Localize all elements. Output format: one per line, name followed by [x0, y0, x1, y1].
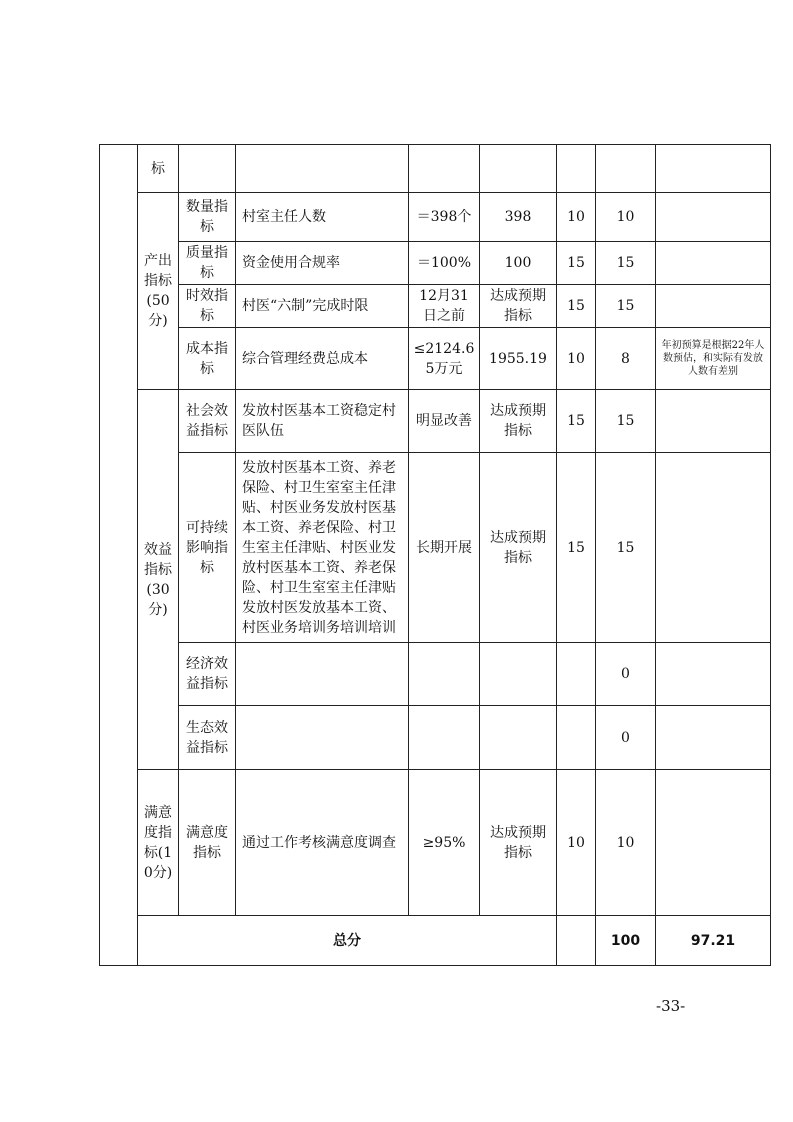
level1-indicator-cell: 标 [138, 145, 179, 193]
actual-value-cell: 达成预期指标 [480, 285, 557, 328]
indicator-cell [236, 706, 409, 770]
actual-value-cell: 达成预期指标 [480, 453, 557, 643]
target-value-cell [409, 706, 480, 770]
indicator-cell: 资金使用合规率 [236, 242, 409, 285]
weight-cell: 15 [557, 242, 596, 285]
total-actual-cell [557, 916, 596, 966]
actual-value-cell: 398 [480, 193, 557, 242]
weight-cell: 15 [557, 390, 596, 453]
actual-value-cell [480, 643, 557, 706]
level2-indicator-cell: 社会效益指标 [179, 390, 236, 453]
weight-cell: 15 [557, 453, 596, 643]
indicator-cell: 发放村医基本工资稳定村医队伍 [236, 390, 409, 453]
table-row [100, 285, 771, 328]
level2-indicator-cell: 生态效益指标 [179, 706, 236, 770]
table-row [100, 643, 771, 706]
note-cell [656, 453, 771, 643]
indicator-cell: 通过工作考核满意度调查 [236, 770, 409, 916]
target-value-cell: ＝398个 [409, 193, 480, 242]
target-value-cell: ≥95% [409, 770, 480, 916]
actual-value-cell: 达成预期指标 [480, 390, 557, 453]
table-row [100, 242, 771, 285]
weight-cell [557, 145, 596, 193]
note-cell: 年初预算是根据22年人数预估，和实际有发放人数有差别 [656, 328, 771, 390]
weight-cell [557, 706, 596, 770]
total-row [100, 916, 771, 966]
score-cell: 15 [596, 453, 656, 643]
note-cell [656, 643, 771, 706]
score-cell: 0 [596, 706, 656, 770]
total-score-cell: 97.21 [656, 916, 771, 966]
indicator-cell: 村医“六制”完成时限 [236, 285, 409, 328]
actual-value-cell [480, 145, 557, 193]
target-value-cell: 12月31日之前 [409, 285, 480, 328]
score-cell: 8 [596, 328, 656, 390]
level2-indicator-cell: 满意度指标 [179, 770, 236, 916]
score-cell: 10 [596, 193, 656, 242]
score-cell: 0 [596, 643, 656, 706]
note-cell [656, 193, 771, 242]
level1-indicator-cell: 效益指标(30分) [138, 390, 179, 770]
table-cell-blank [100, 145, 138, 966]
level2-indicator-cell: 经济效益指标 [179, 643, 236, 706]
total-weight-cell: 100 [596, 916, 656, 966]
target-value-cell [409, 145, 480, 193]
indicator-cell [236, 145, 409, 193]
actual-value-cell: 100 [480, 242, 557, 285]
level2-indicator-cell: 质量指标 [179, 242, 236, 285]
weight-cell [557, 643, 596, 706]
target-value-cell [409, 643, 480, 706]
note-cell [656, 770, 771, 916]
indicator-cell: 发放村医基本工资、养老保险、村卫生室室主任津贴、村医业务发放村医基本工资、养老保险、村卫生室主任津贴、村医业发放村医基本工资、养老保险、村卫生室室主任津贴发放村医发放基本工资、村医业务培训务培训培训 [236, 453, 409, 643]
table-row [100, 193, 771, 242]
performance-table [99, 144, 771, 966]
target-value-cell: ≤2124.65万元 [409, 328, 480, 390]
score-cell: 15 [596, 390, 656, 453]
score-cell [596, 145, 656, 193]
table-row [100, 770, 771, 916]
score-cell: 15 [596, 285, 656, 328]
note-cell [656, 285, 771, 328]
actual-value-cell: 1955.19 [480, 328, 557, 390]
score-cell: 10 [596, 770, 656, 916]
level1-indicator-cell: 满意度指标(10分) [138, 770, 179, 916]
weight-cell: 10 [557, 328, 596, 390]
target-value-cell: 明显改善 [409, 390, 480, 453]
page-number: -33- [656, 997, 686, 1015]
level2-indicator-cell [179, 145, 236, 193]
target-value-cell: ＝100% [409, 242, 480, 285]
table-row [100, 706, 771, 770]
table-row [100, 453, 771, 643]
indicator-cell: 村室主任人数 [236, 193, 409, 242]
indicator-cell: 综合管理经费总成本 [236, 328, 409, 390]
level1-indicator-cell: 产出指标(50分) [138, 193, 179, 390]
level2-indicator-cell: 数量指标 [179, 193, 236, 242]
total-label: 总分 [138, 916, 557, 966]
note-cell [656, 706, 771, 770]
weight-cell: 15 [557, 285, 596, 328]
table-row [100, 145, 771, 193]
note-cell [656, 390, 771, 453]
score-cell: 15 [596, 242, 656, 285]
note-cell [656, 145, 771, 193]
level2-indicator-cell: 成本指标 [179, 328, 236, 390]
weight-cell: 10 [557, 193, 596, 242]
indicator-cell [236, 643, 409, 706]
level2-indicator-cell: 时效指标 [179, 285, 236, 328]
target-value-cell: 长期开展 [409, 453, 480, 643]
level2-indicator-cell: 可持续影响指标 [179, 453, 236, 643]
actual-value-cell: 达成预期指标 [480, 770, 557, 916]
actual-value-cell [480, 706, 557, 770]
weight-cell: 10 [557, 770, 596, 916]
table-row [100, 390, 771, 453]
note-cell [656, 242, 771, 285]
table-row [100, 328, 771, 390]
